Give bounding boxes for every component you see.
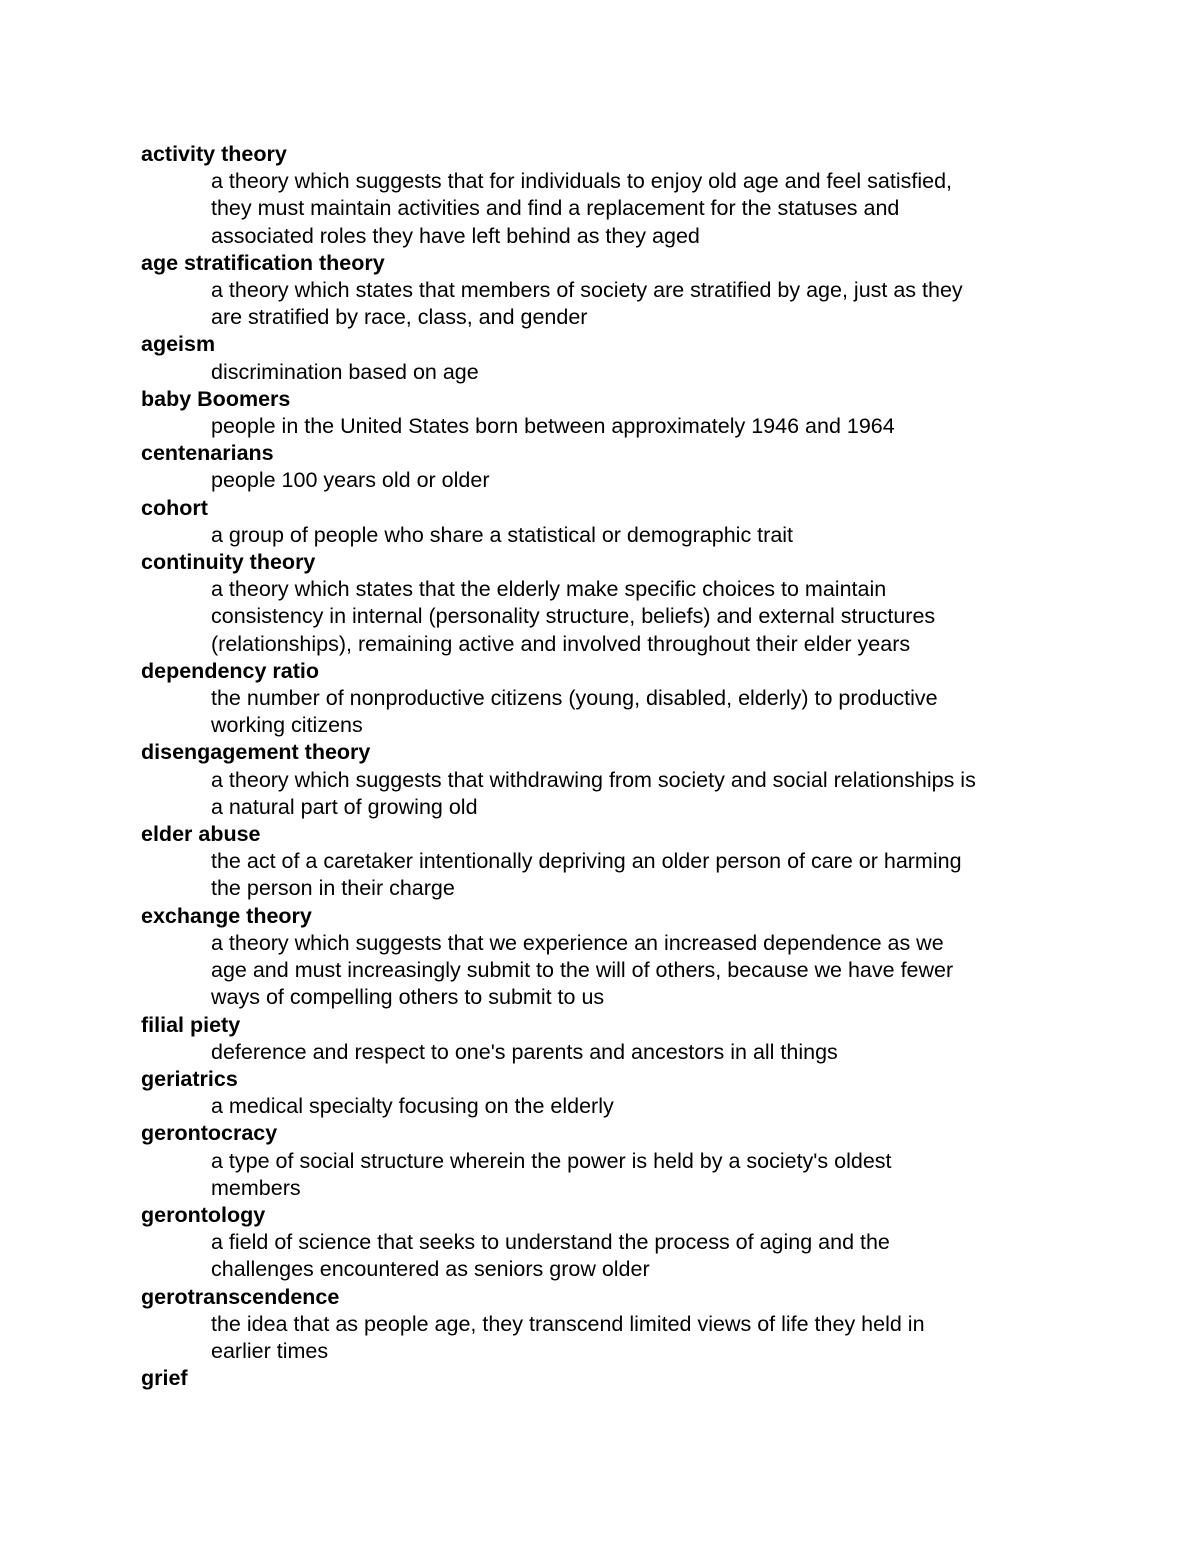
- glossary-entry: [141, 1365, 1061, 1392]
- definition-line: the number of nonproductive citizens (young, disabled, elderly) to productive: [211, 686, 938, 711]
- glossary-entry: [141, 141, 1061, 250]
- glossary-term: baby Boomers: [141, 386, 291, 411]
- definition-line: a type of social structure wherein the power is held by a society's oldest: [211, 1148, 892, 1173]
- glossary-entry: [141, 821, 1061, 903]
- glossary-entry: [141, 331, 1061, 385]
- definition-line: associated roles they have left behind as they aged: [211, 223, 700, 248]
- definition-line: they must maintain activities and find a replacement for the statuses and: [211, 196, 900, 221]
- definition-line: deference and respect to one's parents and ancestors in all things: [211, 1039, 838, 1064]
- glossary-term: activity theory: [141, 142, 287, 166]
- glossary-entry: [141, 1066, 1061, 1120]
- definition-line: the idea that as people age, they transcend limited views of life they held in: [211, 1311, 925, 1336]
- definition-line: a medical specialty focusing on the elderly: [211, 1094, 614, 1119]
- glossary-definition: [211, 168, 1061, 250]
- definition-line: earlier times: [211, 1338, 329, 1363]
- glossary-entry: [141, 903, 1061, 1012]
- glossary-entry: [141, 1202, 1061, 1284]
- glossary-definition: [211, 576, 1061, 658]
- glossary-term: gerontology: [141, 1202, 266, 1227]
- glossary-term: cohort: [141, 495, 208, 520]
- glossary-definition: [211, 359, 1061, 386]
- definition-line: a theory which states that the elderly make specific choices to maintain: [211, 577, 887, 602]
- definition-line: ways of compelling others to submit to us: [211, 985, 605, 1010]
- definition-line: a theory which suggests that for individuals to enjoy old age and feel satisfied,: [211, 169, 953, 194]
- glossary-entry: [141, 1012, 1061, 1066]
- definition-line: the person in their charge: [211, 876, 455, 901]
- glossary-entry: [141, 1120, 1061, 1202]
- glossary-entry: [141, 739, 1061, 821]
- definition-line: people 100 years old or older: [211, 468, 490, 493]
- definition-line: discrimination based on age: [211, 359, 479, 384]
- definition-line: a group of people who share a statistical or demographic trait: [211, 522, 794, 547]
- glossary-entry: [141, 495, 1061, 549]
- definition-line: a theory which suggests that withdrawing from society and social relationships is: [211, 767, 976, 792]
- glossary-definition: [211, 767, 1061, 821]
- glossary-term: exchange theory: [141, 903, 312, 928]
- glossary-term: geriatrics: [141, 1066, 238, 1091]
- glossary-entry: [141, 658, 1061, 740]
- glossary-term: continuity theory: [141, 550, 316, 575]
- glossary-definition: [211, 277, 1061, 331]
- definition-line: challenges encountered as seniors grow older: [211, 1257, 650, 1282]
- glossary-definition: [211, 1311, 1061, 1365]
- definition-line: working citizens: [211, 713, 363, 738]
- glossary-term: gerotranscendence: [141, 1284, 340, 1309]
- glossary-entry: [141, 440, 1061, 494]
- definition-line: consistency in internal (personality structure, beliefs) and external structures: [211, 604, 936, 629]
- glossary-term: age stratification theory: [141, 250, 385, 275]
- glossary-definition: [211, 1093, 1061, 1120]
- glossary-definition: [211, 1229, 1061, 1283]
- glossary-term: gerontocracy: [141, 1121, 278, 1146]
- definition-line: a field of science that seeks to understand the process of aging and the: [211, 1230, 890, 1255]
- glossary-term: filial piety: [141, 1012, 241, 1037]
- glossary-term: dependency ratio: [141, 658, 320, 683]
- glossary-list: [141, 141, 1061, 1392]
- definition-line: (relationships), remaining active and involved throughout their elder years: [211, 631, 911, 656]
- glossary-entry: [141, 250, 1061, 332]
- glossary-term: elder abuse: [141, 822, 261, 847]
- definition-line: are stratified by race, class, and gender: [211, 305, 588, 330]
- glossary-definition: [211, 413, 1061, 440]
- glossary-definition: [211, 467, 1061, 494]
- glossary-definition: [211, 685, 1061, 739]
- definition-line: a natural part of growing old: [211, 794, 478, 819]
- glossary-term: grief: [141, 1366, 188, 1391]
- glossary-term: disengagement theory: [141, 740, 371, 765]
- definition-line: members: [211, 1175, 301, 1200]
- glossary-entry: [141, 549, 1061, 658]
- glossary-definition: [211, 848, 1061, 902]
- definition-line: the act of a caretaker intentionally depriving an older person of care or harming: [211, 849, 962, 874]
- definition-line: age and must increasingly submit to the will of others, because we have fewer: [211, 958, 954, 983]
- definition-line: a theory which suggests that we experience an increased dependence as we: [211, 930, 944, 955]
- glossary-term: centenarians: [141, 441, 274, 466]
- glossary-definition: [211, 522, 1061, 549]
- glossary-definition: [211, 930, 1061, 1012]
- glossary-entry: [141, 1284, 1061, 1366]
- glossary-term: ageism: [141, 332, 216, 357]
- definition-line: a theory which states that members of society are stratified by age, just as they: [211, 278, 963, 303]
- glossary-definition: [211, 1039, 1061, 1066]
- definition-line: people in the United States born between approximately 1946 and 1964: [211, 414, 895, 439]
- glossary-entry: [141, 386, 1061, 440]
- glossary-definition: [211, 1148, 1061, 1202]
